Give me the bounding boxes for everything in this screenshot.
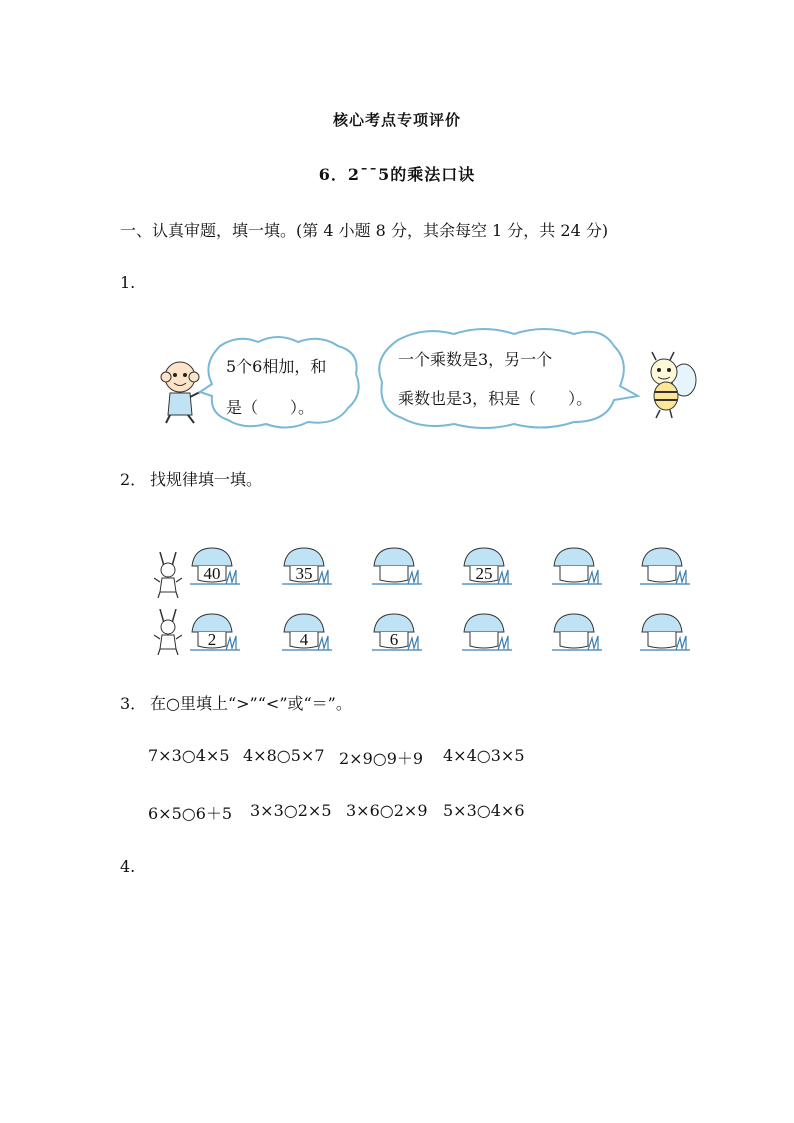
mushroom-row2-5 [552,612,602,656]
mushroom-row2-4 [462,612,512,656]
comparison-item[interactable]: 4×4○3×5 [443,746,525,765]
bee-illustration [640,350,700,420]
mushroom-row1-1 [190,546,240,590]
question-3-number: 3． [120,694,147,713]
rabbit-icon [154,609,182,655]
bubble-left-line-1: 5个6相加，和 [226,357,327,376]
bubble-right-line-2: 乘数也是3，积是（ ）。 [398,389,593,408]
comparison-item[interactable]: 3×6○2×9 [346,801,428,820]
bubble-left-line-2: 是（ ）。 [226,398,315,417]
mushroom-number: 35 [295,564,313,583]
mushroom-icon [552,546,602,590]
comparison-item[interactable]: 4×8○5×7 [243,746,325,765]
mushroom-number: 6 [389,630,399,649]
mushroom-icon [552,612,602,656]
comparison-item[interactable]: 7×3○4×5 [148,746,230,765]
mushroom-row2-3 [372,612,422,656]
mushroom-row2-2 [282,612,332,656]
question-1-number: 1. [120,273,136,292]
comparison-item[interactable]: 3×3○2×5 [250,801,332,820]
mushroom-row1-6 [640,546,690,590]
comparison-item[interactable]: 2×9○9＋9 [339,749,424,768]
mushroom-row1-3 [372,546,422,590]
question-3-text: 在○里填上“>”“<”或“＝”。 [150,694,352,713]
question-4-number: 4. [120,857,136,876]
mushroom-icon [640,612,690,656]
page-subtitle: 6．2¯¯5的乘法口诀 [318,165,476,184]
mushroom-number: 4 [299,630,309,649]
mushroom-number: 2 [207,630,217,649]
mushroom-number: 25 [475,564,493,583]
speech-bubble-right [374,326,640,432]
mushroom-row1-2 [282,546,332,590]
bubble-right-line-1: 一个乘数是3，另一个 [398,350,553,369]
question-2-number: 2． [120,470,147,489]
mushroom-icon [372,546,422,590]
mushroom-row2-6 [640,612,690,656]
rabbit-icon [154,552,182,598]
mushroom-row1-5 [552,546,602,590]
question-2-text: 找规律填一填。 [150,470,263,489]
mushroom-icon [462,612,512,656]
mushroom-number: 40 [203,564,221,583]
mushroom-row2-1 [190,612,240,656]
section-heading: 一、认真审题，填一填。(第 4 小题 8 分，其余每空 1 分，共 24 分) [120,221,609,240]
comparison-item[interactable]: 5×3○4×6 [443,801,525,820]
comparison-item[interactable]: 6×5○6＋5 [148,804,233,823]
mushroom-row1-4 [462,546,512,590]
mushroom-icon [640,546,690,590]
page-title: 核心考点专项评价 [332,111,461,129]
